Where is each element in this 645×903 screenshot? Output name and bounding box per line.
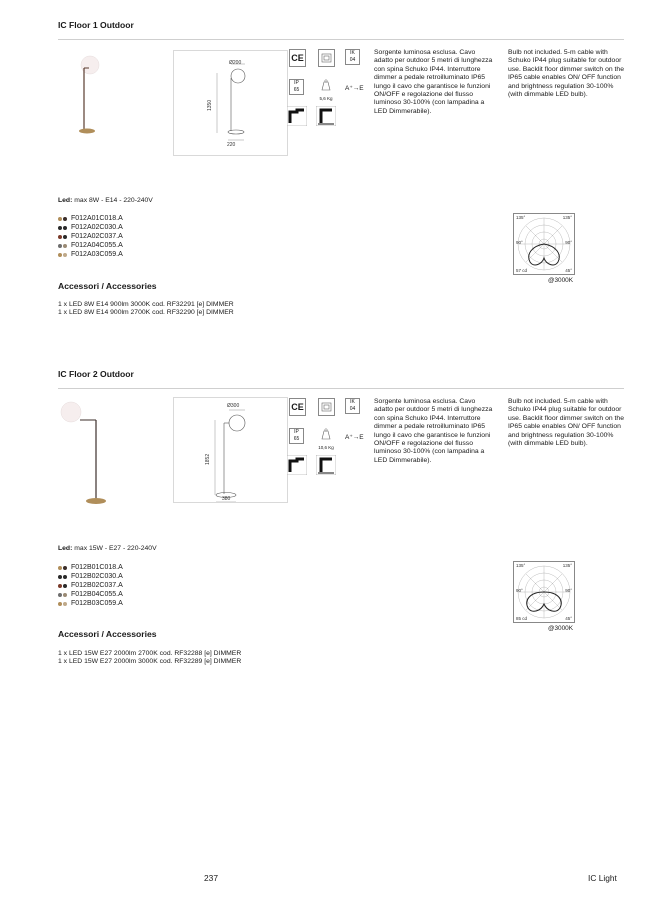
- polar-label-tl: 135°: [516, 215, 526, 220]
- technical-drawing: [173, 50, 288, 156]
- color-dot-icon: [63, 584, 67, 588]
- finish-code-text: F012B01C018.A: [71, 564, 123, 571]
- drawing-lines: [174, 398, 287, 502]
- weight-badge: [316, 78, 336, 101]
- accessories-title: Accessori / Accessories: [58, 281, 157, 291]
- led-text: max 8W - E14 - 220-240V: [74, 197, 153, 204]
- finish-code-item: [58, 223, 123, 232]
- brand-name: IC Light: [588, 873, 617, 883]
- color-dot-icon: [63, 217, 67, 221]
- description-italian: Sorgente luminosa esclusa. Cavo adatto per outdoor 5 metri di lunghezza con spina Schuko IP44. Interruttore dimmer a pedale retroilluminato IP65 lungo il cavo che garantisce le funzioni ON/OFF e regolazione del flusso luminoso 30-100% (con lampadina a LED Dimmerabile).: [374, 49, 493, 115]
- energy-class: A⁺→E: [345, 85, 364, 92]
- finish-swatch: [58, 235, 70, 239]
- finish-swatch: [58, 602, 70, 606]
- finish-codes: [58, 214, 123, 259]
- ip-rating-badge: [289, 428, 304, 444]
- ik-label: IK: [350, 399, 355, 405]
- ip-value: 65: [293, 436, 300, 442]
- finish-code-item: [58, 572, 123, 581]
- energy-class: A⁺→E: [345, 434, 364, 441]
- dim-diameter: Ø200: [229, 60, 242, 66]
- led-label: Led:: [58, 197, 73, 204]
- color-dot-icon: [58, 244, 62, 248]
- finish-code-text: F012B02C037.A: [71, 582, 123, 589]
- color-dot-icon: [63, 253, 67, 257]
- finish-code-text: F012B04C055.A: [71, 591, 123, 598]
- page-number: 237: [204, 873, 218, 883]
- polar-caption: @3000K: [548, 625, 573, 632]
- color-dot-icon: [63, 593, 67, 597]
- polar-label-tr: 135°: [562, 563, 572, 568]
- ip-label: IP: [294, 80, 299, 86]
- color-dot-icon: [63, 575, 67, 579]
- accessory-item: 1 x LED 8W E14 900lm 3000K cod. RF32291 [e] DIMMER: [58, 301, 234, 308]
- ik-rating-badge: [345, 49, 360, 65]
- polar-label-tr: 135°: [562, 215, 572, 220]
- color-dot-icon: [58, 584, 62, 588]
- finish-code-text: F012B02C030.A: [71, 573, 123, 580]
- polar-label-tl: 135°: [516, 563, 526, 568]
- polar-label-ml: 90°: [516, 588, 523, 593]
- product-photo: [70, 50, 110, 140]
- color-dot-icon: [63, 566, 67, 570]
- weight-badge: [316, 427, 336, 450]
- product-photo: [60, 396, 120, 511]
- ik-rating-badge: [345, 398, 360, 414]
- ip-rating-badge: [289, 79, 304, 95]
- finish-swatch: [58, 593, 70, 597]
- finish-code-text: F012A03C059.A: [71, 251, 123, 258]
- color-dot-icon: [63, 244, 67, 248]
- finish-code-item: [58, 232, 123, 241]
- finish-code-item: [58, 563, 123, 572]
- polar-label-br: 45°: [565, 616, 572, 621]
- dim-height: 1350: [207, 99, 213, 111]
- section-divider: [58, 388, 624, 389]
- finish-code-item: [58, 599, 123, 608]
- photometric-polar-diagram: [513, 213, 575, 275]
- surface-mount-icon: [287, 455, 307, 475]
- weight-value: 5,6 Kg: [319, 96, 333, 101]
- color-dot-icon: [58, 566, 62, 570]
- polar-label-ml: 90°: [516, 240, 523, 245]
- finish-code-item: [58, 590, 123, 599]
- accessories-list: [58, 650, 241, 667]
- color-dot-icon: [58, 575, 62, 579]
- description-english: Bulb not included. 5-m cable with Schuko IP44 plug suitable for outdoor use. Backlit floor dimmer switch on the IP65 cable enables ON/ OFF function and brightness regulation 30-100% (with dimmable LED bulb).: [508, 49, 624, 99]
- dim-height: 1852: [205, 453, 211, 465]
- finish-swatch: [58, 217, 70, 221]
- drawing-lines: [174, 51, 287, 155]
- description-english: Bulb not included. 5-m cable with Schuko IP44 plug suitable for outdoor use. Backlit floor dimmer switch on the IP65 cable enables ON/ OFF function and brightness regulation 30-100% (with dimmable LED bulb).: [508, 398, 624, 448]
- polar-label-mr: 90°: [565, 240, 572, 245]
- ip-label: IP: [294, 429, 299, 435]
- color-dot-icon: [63, 226, 67, 230]
- led-spec: [58, 197, 153, 204]
- polar-label-bl: 57 cd: [516, 268, 528, 273]
- finish-code-item: [58, 241, 123, 250]
- description-italian: Sorgente luminosa esclusa. Cavo adatto per outdoor 5 metri di lunghezza con spina Schuko IP44. Interruttore dimmer a pedale retroilluminato IP65 lungo il cavo che garantisce le funzioni ON/OFF e regolazione del flusso luminoso 30-100% (con lampadina a LED Dimmerabile).: [374, 398, 493, 464]
- finish-code-text: F012A01C018.A: [71, 215, 123, 222]
- section-divider: [58, 39, 624, 40]
- ce-mark-icon: CE: [289, 49, 306, 67]
- dim-base: 220: [227, 142, 236, 148]
- ce-mark-icon: CE: [289, 398, 306, 416]
- finish-code-text: F012A02C037.A: [71, 233, 123, 240]
- accessories-title: Accessori / Accessories: [58, 629, 157, 639]
- surface-mount-icon: [287, 106, 307, 126]
- polar-caption: @3000K: [548, 277, 573, 284]
- floor-mount-icon: [316, 455, 336, 475]
- finish-codes: [58, 563, 123, 608]
- class-ii-icon: [318, 49, 335, 67]
- finish-swatch: [58, 566, 70, 570]
- technical-drawing: [173, 397, 288, 503]
- finish-swatch: [58, 575, 70, 579]
- color-dot-icon: [58, 602, 62, 606]
- dim-base: 380: [222, 496, 231, 502]
- polar-label-bl: 85 cd: [516, 616, 528, 621]
- finish-code-item: [58, 250, 123, 259]
- color-dot-icon: [58, 226, 62, 230]
- finish-code-item: [58, 581, 123, 590]
- finish-swatch: [58, 584, 70, 588]
- ik-value: 04: [349, 57, 356, 63]
- product-title: IC Floor 1 Outdoor: [58, 20, 134, 30]
- weight-value: 10,6 Kg: [318, 445, 334, 450]
- led-label: Led:: [58, 545, 73, 552]
- ip-value: 65: [293, 87, 300, 93]
- finish-swatch: [58, 253, 70, 257]
- ik-label: IK: [350, 50, 355, 56]
- color-dot-icon: [58, 235, 62, 239]
- color-dot-icon: [58, 253, 62, 257]
- polar-label-mr: 90°: [565, 588, 572, 593]
- weight-icon: [316, 428, 336, 440]
- weight-icon: [316, 79, 336, 91]
- finish-swatch: [58, 226, 70, 230]
- led-text: max 15W - E27 - 220-240V: [74, 545, 157, 552]
- finish-code-text: F012A04C055.A: [71, 242, 123, 249]
- photometric-polar-diagram: [513, 561, 575, 623]
- finish-swatch: [58, 244, 70, 248]
- accessory-item: 1 x LED 8W E14 900lm 2700K cod. RF32290 [e] DIMMER: [58, 309, 234, 317]
- accessory-item: 1 x LED 15W E27 2000lm 3000K cod. RF32289 [e] DIMMER: [58, 658, 242, 666]
- led-spec: [58, 545, 157, 552]
- product-title: IC Floor 2 Outdoor: [58, 369, 134, 379]
- ik-value: 04: [349, 406, 356, 412]
- color-dot-icon: [63, 235, 67, 239]
- accessories-list: [58, 301, 234, 318]
- dim-diameter: Ø300: [227, 403, 240, 409]
- class-ii-icon: [318, 398, 335, 416]
- color-dot-icon: [58, 217, 62, 221]
- color-dot-icon: [58, 593, 62, 597]
- finish-code-text: F012B03C059.A: [71, 600, 123, 607]
- color-dot-icon: [63, 602, 67, 606]
- polar-label-br: 45°: [565, 268, 572, 273]
- floor-mount-icon: [316, 106, 336, 126]
- finish-code-text: F012A02C030.A: [71, 224, 123, 231]
- accessory-item: 1 x LED 15W E27 2000lm 2700K cod. RF32288 [e] DIMMER: [58, 650, 242, 657]
- finish-code-item: [58, 214, 123, 223]
